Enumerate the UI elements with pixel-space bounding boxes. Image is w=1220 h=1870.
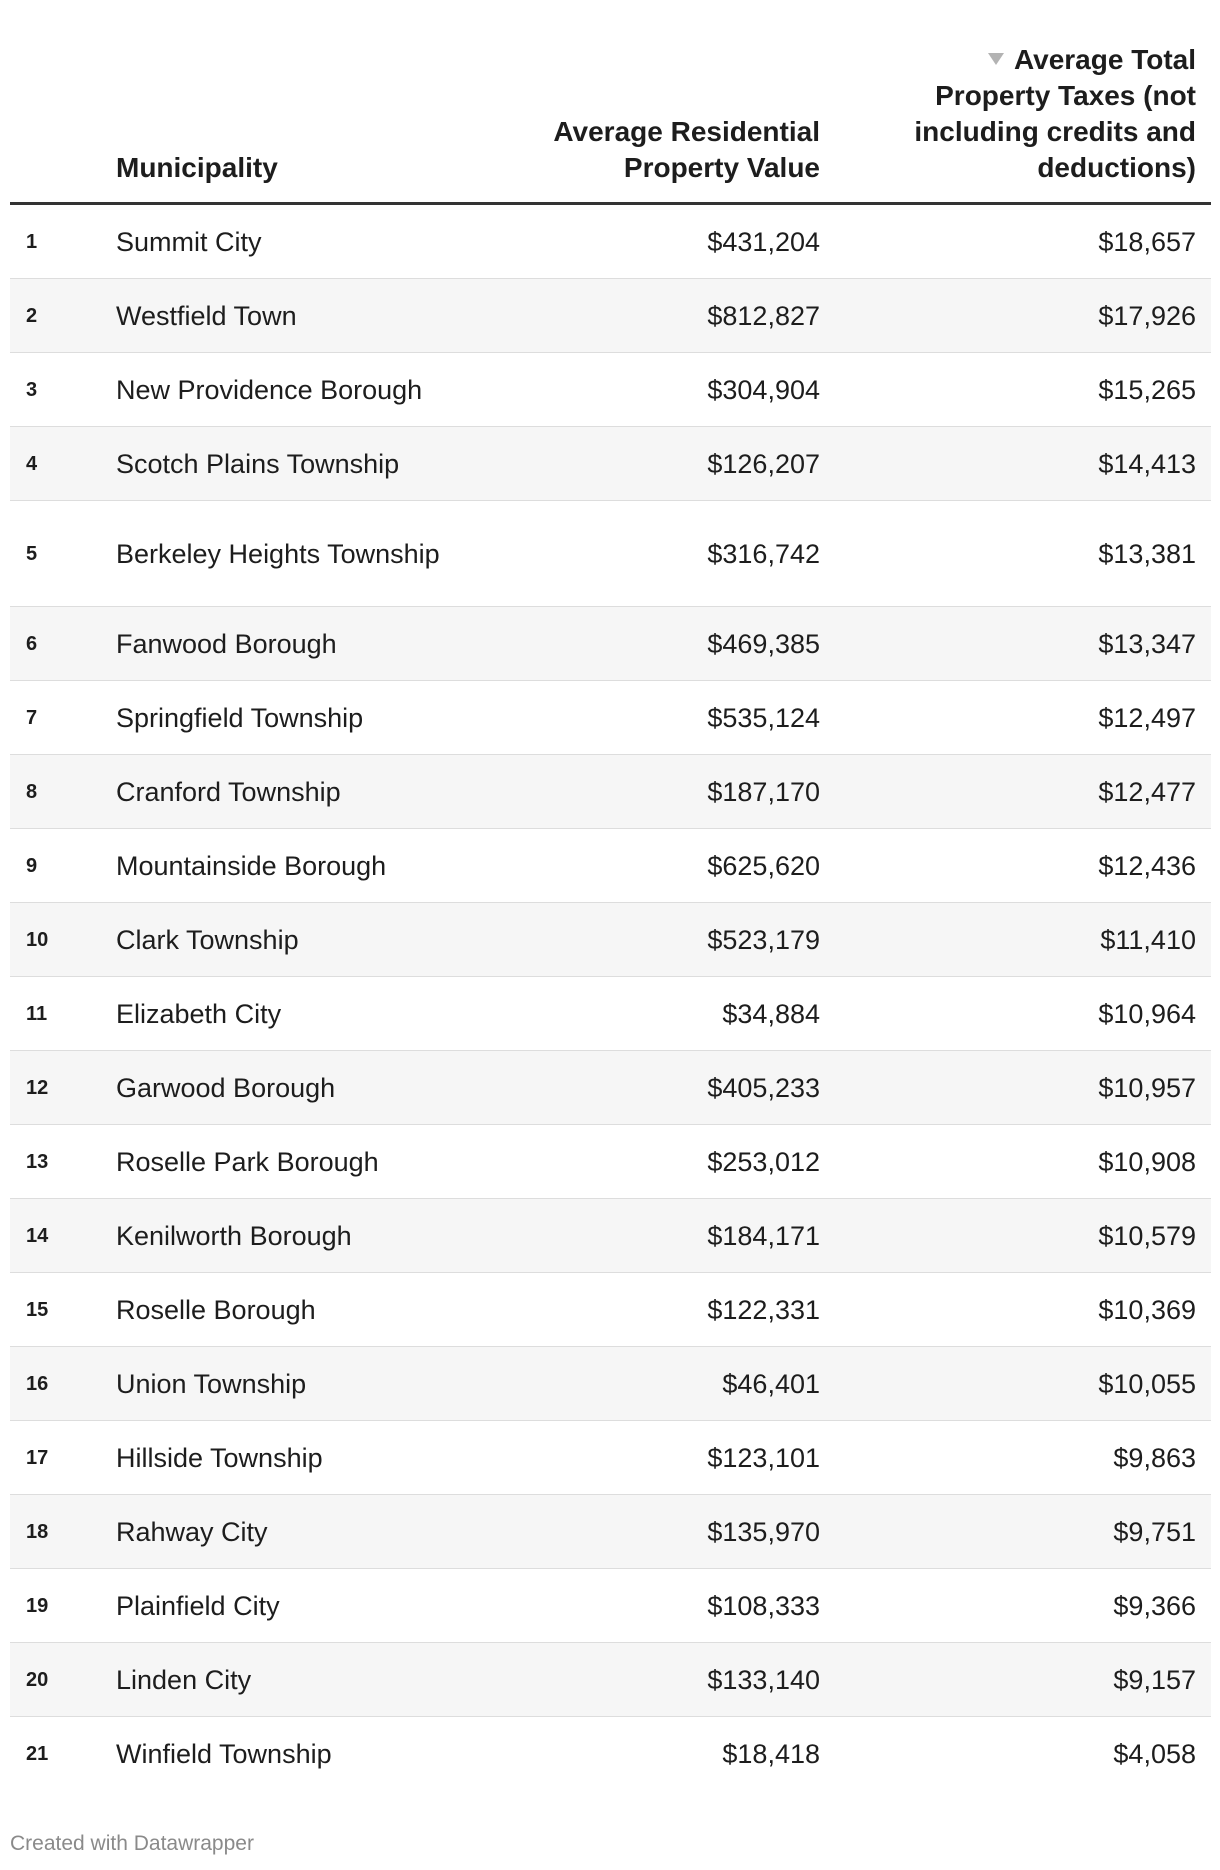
table-header — [10, 0, 1211, 205]
row-property-value: $405,233 — [707, 1072, 820, 1103]
row-rank: 20 — [26, 1668, 49, 1691]
row-rank: 2 — [26, 304, 38, 327]
row-rank: 11 — [26, 1002, 48, 1025]
row-municipality: Summit City — [116, 226, 262, 257]
row-municipality: Clark Township — [116, 924, 299, 955]
column-header-property-taxes-line: including credits and — [914, 116, 1196, 147]
row-rank: 16 — [26, 1372, 49, 1395]
column-header-property-taxes[interactable] — [866, 42, 1196, 186]
row-municipality: Cranford Township — [116, 776, 341, 807]
row-property-taxes: $9,751 — [1113, 1516, 1196, 1547]
table-row — [10, 205, 1211, 279]
row-municipality: Plainfield City — [116, 1590, 280, 1621]
row-rank: 21 — [26, 1743, 49, 1765]
table-row — [10, 1717, 1211, 1791]
table-row — [10, 1273, 1211, 1347]
row-municipality: Hillside Township — [116, 1442, 323, 1473]
table-row — [10, 903, 1211, 977]
table-row — [10, 829, 1211, 903]
row-rank: 18 — [26, 1520, 49, 1543]
row-municipality: Springfield Township — [116, 702, 364, 733]
table-row — [10, 1569, 1211, 1643]
row-property-value: $523,179 — [707, 924, 820, 955]
row-property-value: $316,742 — [707, 538, 820, 569]
row-property-taxes: $10,964 — [1098, 998, 1196, 1029]
row-rank: 14 — [26, 1224, 49, 1247]
row-property-taxes: $4,058 — [1113, 1739, 1196, 1769]
row-municipality: Scotch Plains Township — [116, 448, 400, 479]
row-rank: 3 — [26, 378, 38, 401]
table-row — [10, 1199, 1211, 1273]
table-row — [10, 501, 1211, 607]
column-header-property-value-line: Property Value — [623, 152, 820, 183]
row-rank: 10 — [26, 928, 49, 951]
row-property-value: $135,970 — [707, 1516, 820, 1547]
row-property-value: $126,207 — [707, 448, 820, 479]
row-property-taxes: $13,381 — [1098, 538, 1196, 569]
column-header-property-taxes-line: Average Total — [1013, 44, 1196, 75]
row-property-value: $184,171 — [707, 1220, 820, 1251]
table-row — [10, 427, 1211, 501]
column-header-municipality-label: Municipality — [116, 152, 278, 183]
row-property-taxes: $12,497 — [1098, 702, 1196, 733]
row-property-value: $122,331 — [707, 1294, 820, 1325]
row-property-value: $304,904 — [707, 374, 820, 405]
row-property-value: $469,385 — [707, 628, 820, 659]
row-property-value: $108,333 — [707, 1590, 820, 1621]
row-municipality: Mountainside Borough — [116, 850, 387, 881]
footer-credit: Created with Datawrapper — [10, 1832, 254, 1855]
row-property-taxes: $13,347 — [1098, 628, 1196, 659]
column-header-property-taxes-line: deductions) — [1037, 152, 1196, 183]
row-municipality: Rahway City — [116, 1516, 268, 1547]
row-rank: 19 — [26, 1594, 49, 1617]
row-rank: 7 — [26, 706, 38, 729]
row-property-taxes: $9,157 — [1113, 1664, 1196, 1695]
row-property-taxes: $12,477 — [1098, 776, 1196, 807]
table-row — [10, 1643, 1211, 1717]
column-header-property-taxes-line: Property Taxes (not — [935, 80, 1196, 111]
table-row — [10, 755, 1211, 829]
row-municipality: Winfield Township — [116, 1739, 332, 1769]
row-rank: 5 — [26, 542, 38, 565]
column-header-property-value[interactable] — [500, 114, 820, 186]
table-row — [10, 1347, 1211, 1421]
row-property-taxes: $9,366 — [1113, 1590, 1196, 1621]
row-property-value: $625,620 — [707, 850, 820, 881]
row-property-taxes: $17,926 — [1098, 300, 1196, 331]
row-municipality: Garwood Borough — [116, 1072, 336, 1103]
row-property-value: $46,401 — [722, 1368, 820, 1399]
row-property-value: $18,418 — [722, 1739, 820, 1769]
row-property-taxes: $15,265 — [1098, 374, 1196, 405]
row-rank: 9 — [26, 854, 38, 877]
column-header-property-value-line: Average Residential — [553, 116, 820, 147]
row-rank: 8 — [26, 780, 38, 803]
row-rank: 4 — [26, 452, 38, 475]
row-property-value: $253,012 — [707, 1146, 820, 1177]
row-property-value: $123,101 — [707, 1442, 820, 1473]
table-row — [10, 1495, 1211, 1569]
row-property-taxes: $10,957 — [1098, 1072, 1196, 1103]
row-property-value: $187,170 — [707, 776, 820, 807]
row-property-taxes: $14,413 — [1098, 448, 1196, 479]
table-row — [10, 681, 1211, 755]
row-property-value: $431,204 — [707, 226, 820, 257]
row-municipality: Kenilworth Borough — [116, 1220, 352, 1251]
row-municipality: Linden City — [116, 1664, 252, 1695]
table-row — [10, 1421, 1211, 1495]
row-rank: 15 — [26, 1298, 49, 1321]
row-property-value: $812,827 — [707, 300, 820, 331]
row-municipality: New Providence Borough — [116, 374, 423, 405]
row-property-taxes: $9,863 — [1113, 1442, 1196, 1473]
row-property-taxes: $10,908 — [1098, 1146, 1196, 1177]
row-property-taxes: $12,436 — [1098, 850, 1196, 881]
table-body — [10, 205, 1211, 1791]
row-property-taxes: $10,055 — [1098, 1368, 1196, 1399]
row-municipality: Roselle Borough — [116, 1294, 316, 1325]
row-property-taxes: $18,657 — [1098, 226, 1196, 257]
row-municipality: Fanwood Borough — [116, 628, 337, 659]
row-municipality: Roselle Park Borough — [116, 1146, 379, 1177]
row-property-value: $133,140 — [707, 1664, 820, 1695]
table-row — [10, 279, 1211, 353]
row-property-value: $34,884 — [722, 998, 820, 1029]
row-property-taxes: $10,579 — [1098, 1220, 1196, 1251]
sort-descending-icon[interactable] — [988, 53, 1004, 65]
row-property-taxes: $10,369 — [1098, 1294, 1196, 1325]
table-row — [10, 977, 1211, 1051]
row-rank: 12 — [26, 1076, 49, 1099]
row-property-taxes: $11,410 — [1100, 924, 1196, 955]
row-municipality: Elizabeth City — [116, 998, 282, 1029]
row-rank: 13 — [26, 1150, 49, 1173]
row-municipality: Berkeley Heights Township — [116, 538, 440, 569]
data-table — [10, 0, 1211, 1791]
row-municipality: Westfield Town — [116, 300, 297, 331]
row-rank: 17 — [26, 1446, 49, 1469]
row-rank: 6 — [26, 632, 38, 655]
table-row — [10, 1125, 1211, 1199]
table-row — [10, 607, 1211, 681]
table-row — [10, 1051, 1211, 1125]
row-rank: 1 — [26, 230, 38, 253]
column-header-municipality[interactable] — [116, 150, 278, 186]
row-property-value: $535,124 — [707, 702, 820, 733]
row-municipality: Union Township — [116, 1368, 307, 1399]
table-row — [10, 353, 1211, 427]
